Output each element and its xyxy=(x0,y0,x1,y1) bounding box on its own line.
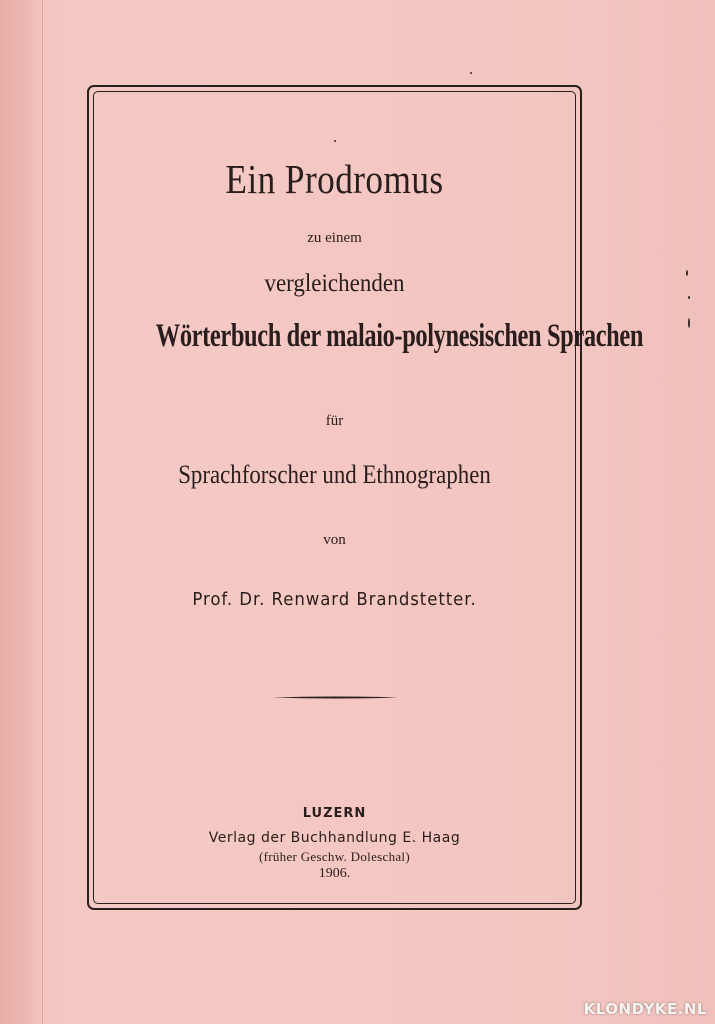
imprint-publisher: Verlag der Buchhandlung E. Haag xyxy=(208,830,461,846)
subtitle-vergleichenden: vergleichenden xyxy=(264,270,405,297)
ornamental-rule xyxy=(272,696,398,699)
paper-speck xyxy=(688,318,690,328)
connector-zu-einem: zu einem xyxy=(307,230,362,246)
paper-speck xyxy=(334,140,336,142)
audience-line: Sprachforscher und Ethnographen xyxy=(178,460,491,489)
imprint-former-name: (früher Geschw. Doleschal) xyxy=(259,849,410,864)
paper-speck xyxy=(688,296,690,299)
subtitle-woerterbuch: Wörterbuch der malaio-polynesischen Sprachen xyxy=(155,318,644,354)
connector-von: von xyxy=(323,532,346,548)
paper-speck xyxy=(686,270,688,276)
paper-speck xyxy=(470,72,472,74)
inner-border-frame xyxy=(93,91,644,904)
imprint-city: LUZERN xyxy=(302,806,367,821)
connector-fuer: für xyxy=(325,413,344,429)
author-name: Prof. Dr. Renward Brandstetter. xyxy=(192,589,477,610)
watermark: KLONDYKE.NL xyxy=(583,1000,707,1018)
cover-title: Ein Prodromus xyxy=(225,156,444,202)
imprint-year: 1906. xyxy=(318,866,351,881)
spine-edge xyxy=(0,0,43,1024)
